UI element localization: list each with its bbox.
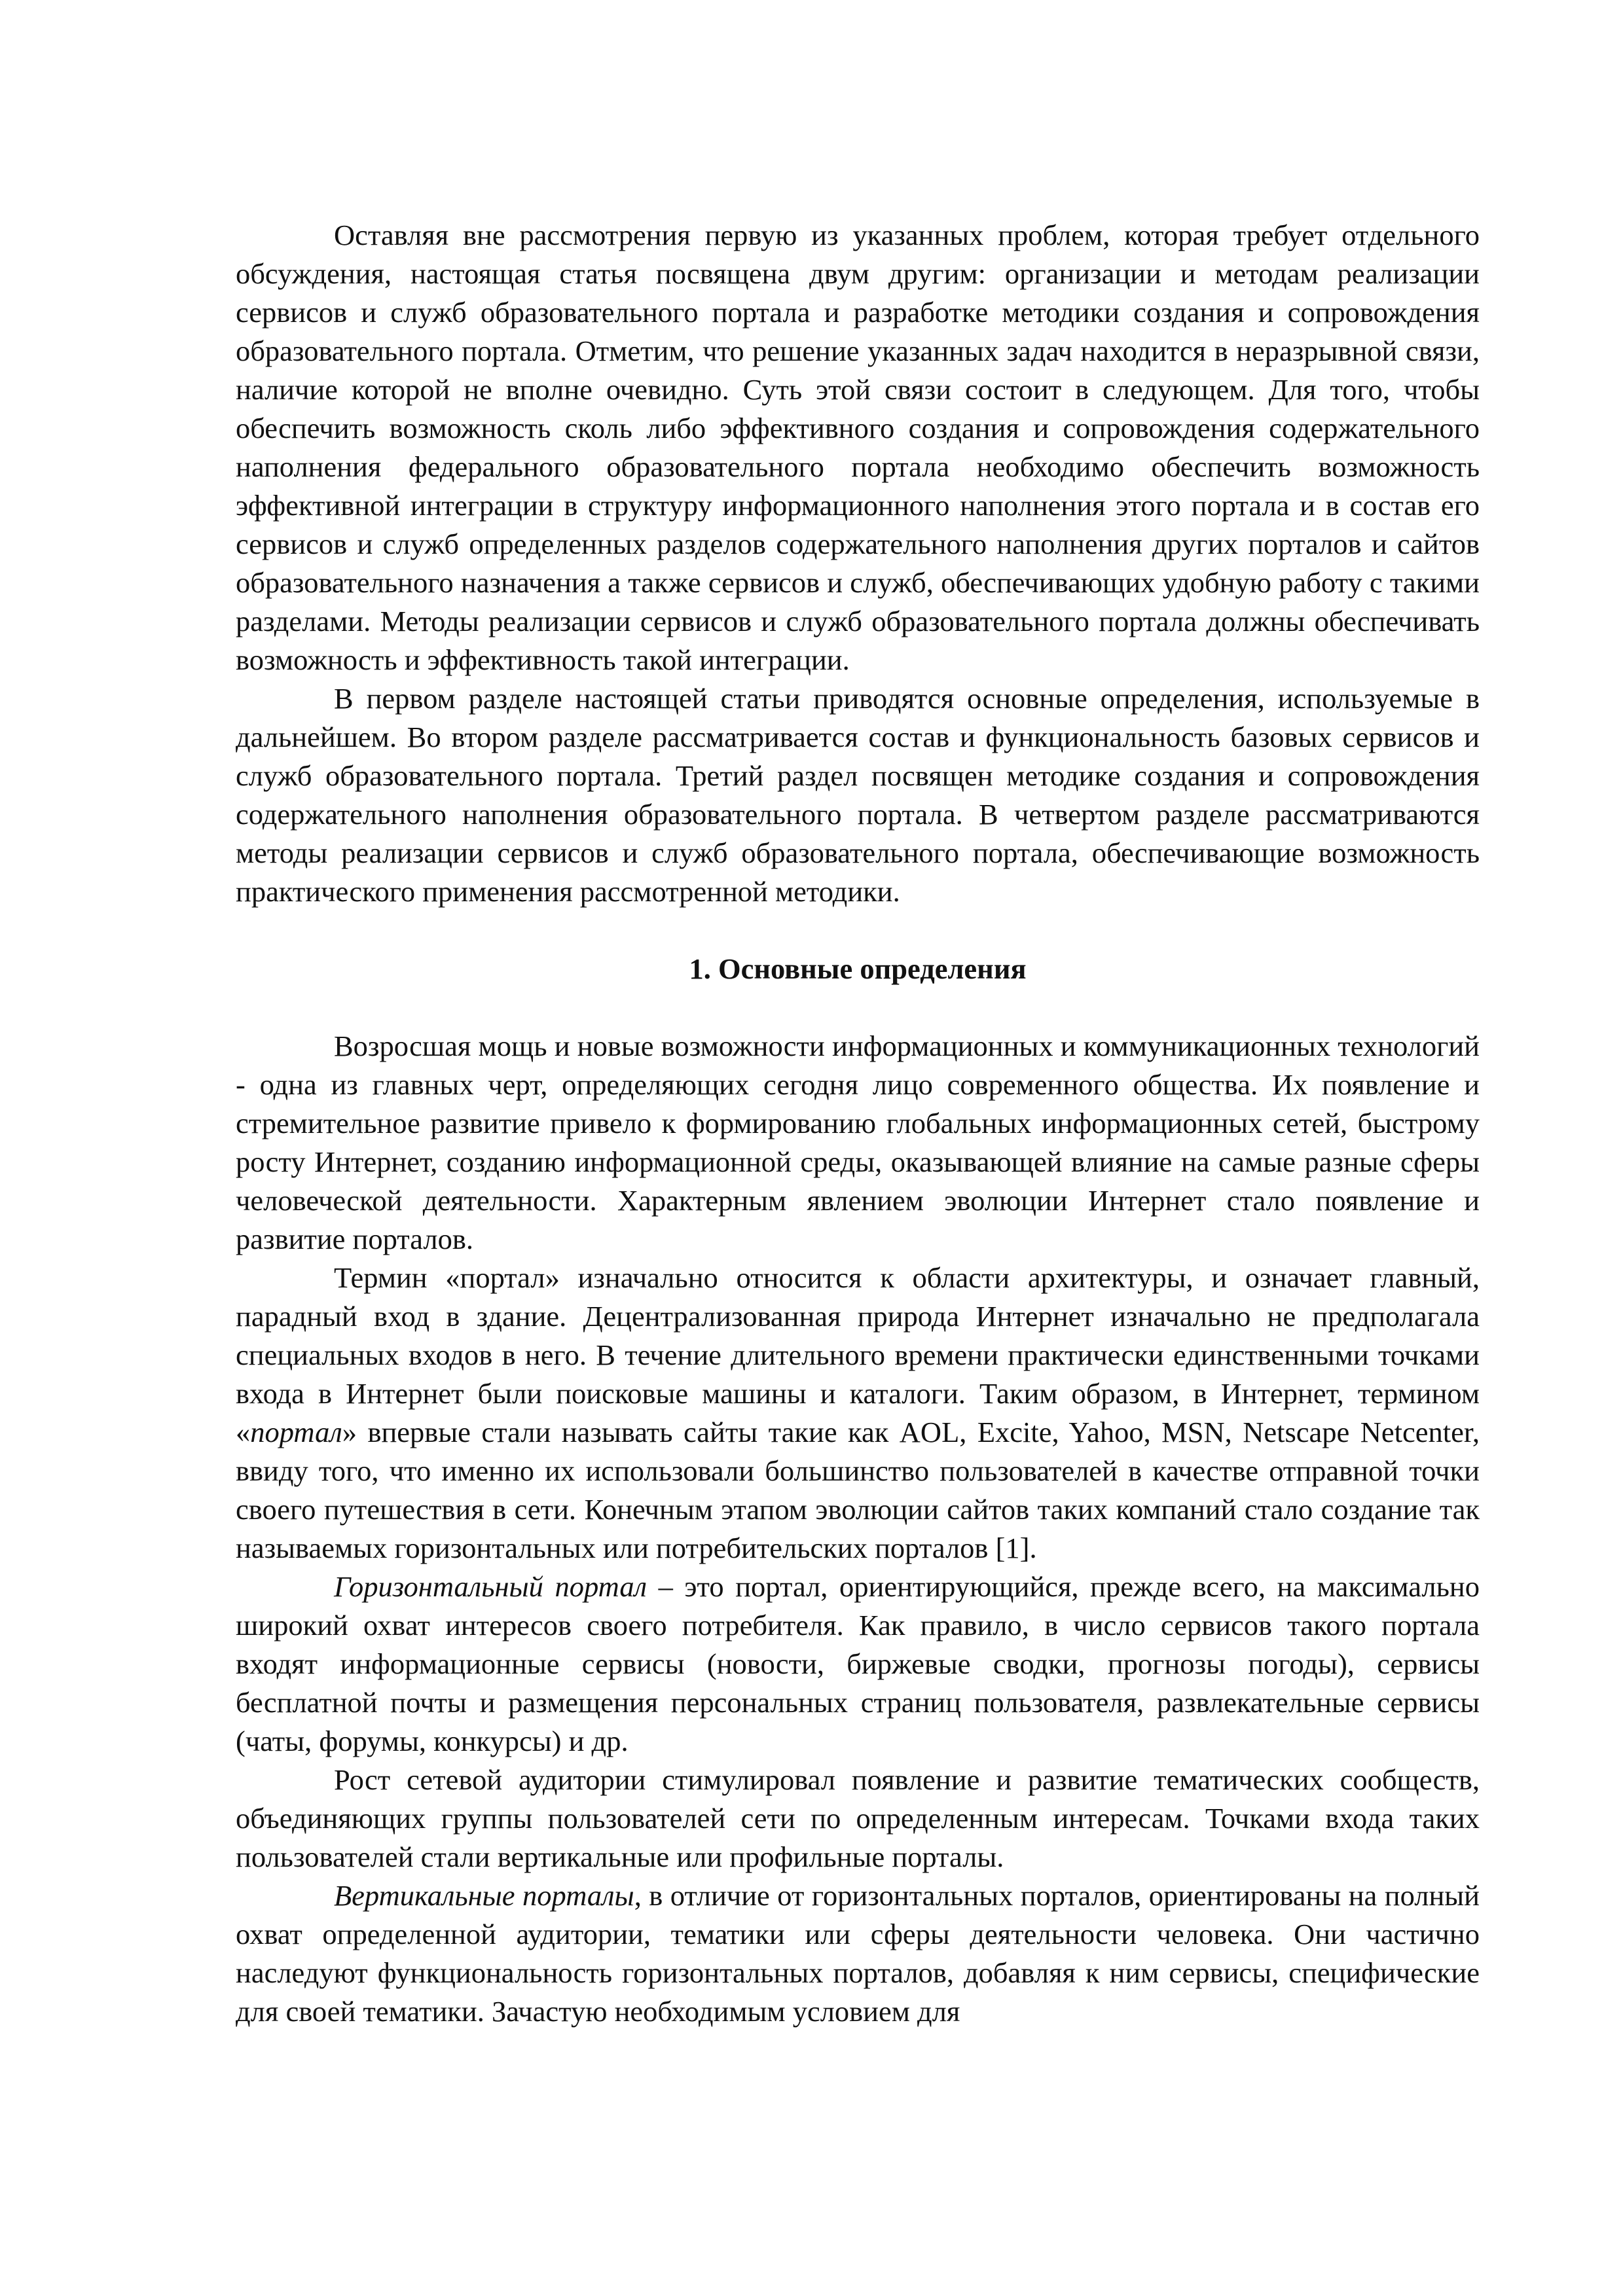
intro-paragraph: В первом разделе настоящей статьи приводятся основные определения, используемые в дальнейшем. Во втором разделе рассматривается состав и функциональность базовых сервисов и служб образовательного портала. Третий раздел посвящен методике создания и сопровождения содержательного наполнения образовательного портала. В четвертом разделе рассматриваются методы реализации сервисов и служб образовательного портала, обеспечивающие возможность практического применения рассмотренной методики. (236, 682, 1480, 908)
text-run: – это портал, ориентирующийся, прежде всего, на максимально широкий охват интересов своего потребителя. Как правило, в число сервисов такого портала входят информационные сервисы (новости, биржевые сводки, прогнозы погоды), сервисы бесплатной почты и размещения персональных страниц пользователя, развлекательные сервисы (чаты, форумы, конкурсы) и др. (236, 1570, 1480, 1757)
text-run: Термин «портал» изначально относится к области архитектуры, и означает главный, парадный вход в здание. Децентрализованная природа Интернет изначально не предполагала специальных входов в него. В течение длительного времени практически единственными точками входа в Интернет были поисковые машины и каталоги. Таким образом, в Интернет, термином « (236, 1261, 1480, 1448)
document-page (236, 216, 1480, 2031)
text-run: , в отличие от горизонтальных порталов, ориентированы на полный охват определенной аудитории, тематики или сферы деятельности человека. Они частично наследуют функциональность горизонтальных порталов, добавляя к ним сервисы, специфические для своей тематики. Зачастую необходимым условием для (236, 1879, 1480, 2028)
body-paragraph-horizontal-portal (236, 1568, 1480, 1761)
body-paragraph-portal-term (236, 1259, 1480, 1568)
italic-term: портал (250, 1416, 342, 1448)
body-paragraph: Рост сетевой аудитории стимулировал появление и развитие тематических сообществ, объединяющих группы пользователей сети по определенным интересам. Точками входа таких пользователей стали вертикальные или профильные порталы. (236, 1763, 1480, 1873)
body-paragraph-vertical-portal (236, 1876, 1480, 2031)
body-paragraph: Возросшая мощь и новые возможности информационных и коммуникационных технологий - одна из главных черт, определяющих сегодня лицо современного общества. Их появление и стремительное развитие привело к формированию глобальных информационных сетей, быстрому росту Интернет, созданию информационной среды, оказывающей влияние на самые разные сферы человеческой деятельности. Характерным явлением эволюции Интернет стало появление и развитие порталов. (236, 1030, 1480, 1255)
text-run: » впервые стали называть сайты такие как AOL, Excite, Yahoo, MSN, Netscape Netcenter, ввиду того, что именно их использовали большинство пользователей в качестве отправной точки своего путешествия в сети. Конечным этапом эволюции сайтов таких компаний стало создание так называемых горизонтальных или потребительских порталов [1]. (236, 1416, 1480, 1564)
italic-term: Горизонтальный портал (334, 1570, 647, 1603)
intro-paragraph: Оставляя вне рассмотрения первую из указанных проблем, которая требует отдельного обсуждения, настоящая статья посвящена двум другим: организации и методам реализации сервисов и служб образовательного портала и разработке методики создания и сопровождения образовательного портала. Отметим, что решение указанных задач находится в неразрывной связи, наличие которой не вполне очевидно. Суть этой связи состоит в следующем. Для того, чтобы обеспечить возможность сколь либо эффективного создания и сопровождения содержательного наполнения федерального образовательного портала необходимо обеспечить возможность эффективной интеграции в структуру информационного наполнения этого портала и в состав его сервисов и служб определенных разделов содержательного наполнения других порталов и сайтов образовательного назначения а также сервисов и служб, обеспечивающих удобную работу с такими разделами. Методы реализации сервисов и служб образовательного портала должны обеспечивать возможность и эффективность такой интеграции. (236, 219, 1480, 676)
italic-term: Вертикальные порталы (334, 1879, 634, 1912)
section-heading: 1. Основные определения (689, 952, 1027, 985)
